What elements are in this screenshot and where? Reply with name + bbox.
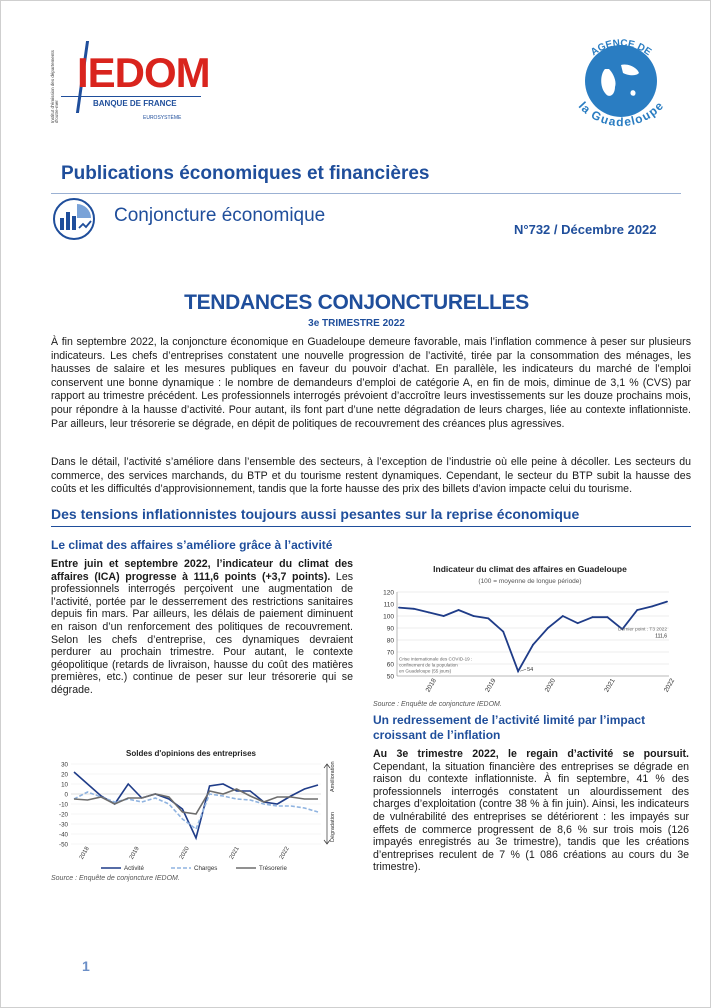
ica-chart: [369, 562, 691, 694]
redressement-lead: Au 3e trimestre 2022, le regain d’activité se poursuit.: [373, 748, 689, 760]
soldes-ytick-label: -30: [59, 821, 68, 829]
agence-badge: [561, 11, 681, 141]
climat-paragraph: [51, 558, 353, 697]
logo-name: IEDOM: [77, 49, 210, 96]
soldes-ytick-label: 20: [61, 771, 68, 779]
agence-line1: AGENCE DE: [588, 37, 654, 59]
iedom-logo: [50, 41, 210, 136]
ica-ytick-label: 80: [386, 637, 394, 645]
soldes-chart: [51, 746, 341, 876]
publication-title: Publications économiques et financières: [61, 163, 430, 184]
soldes-xtick-label: 2022: [278, 846, 291, 861]
soldes-xtick-label: 2021: [228, 846, 241, 861]
ica-data-point: [562, 615, 564, 617]
ica-data-point: [428, 612, 430, 614]
climat-body: Les professionnels interrogés perçoivent une augmentation de l’activité, portée par le desserrement des restrictions sanitaires depuis fin mars. Par ailleurs, les délais de paiement diminuent en raison d’un renforcement des politiques de recouvrement. Selon les chefs d’entreprise, ces dynamiques devraient perdurer au prochain trimestre. Pour autant, le contexte géopolitique (retards de livraison, hausse du coût des matières premières, etc.) continue de peser sur leur trésorerie qui se dégrade.: [51, 570, 354, 696]
soldes-ytick-label: 0: [64, 791, 68, 799]
issue-number: N°732 / Décembre 2022: [514, 222, 657, 237]
soldes-ytick-label: -10: [59, 801, 68, 809]
soldes-xtick-label: 2020: [178, 846, 191, 861]
ica-last-point-label: Dernier point : T3 2022: [618, 627, 667, 633]
ica-covid-annotation-line2: confinement de la population: [399, 662, 458, 668]
ica-ytick-label: 70: [386, 649, 394, 657]
ica-ytick-label: 50: [386, 673, 394, 681]
ica-min-leader: [520, 669, 526, 671]
section-label: Conjoncture économique: [114, 205, 326, 226]
soldes-xtick-label: 2018: [78, 846, 91, 861]
logo-rule: [61, 96, 201, 97]
ica-last-value-label: 111,6: [655, 633, 667, 640]
soldes-ytick-label: -40: [59, 831, 68, 839]
soldes-xtick-label: 2019: [128, 846, 141, 861]
section-rule: [51, 526, 691, 527]
logo-bdf: BANQUE DE FRANCE: [93, 99, 177, 108]
header-rule: [51, 193, 681, 194]
logo-vertical-text: Institut d'émission des départements d'outre-mer: [50, 50, 59, 123]
ica-data-point: [651, 606, 653, 608]
ica-data-point: [666, 601, 668, 603]
ica-min-label: 54: [527, 667, 534, 674]
ica-data-point: [413, 608, 415, 610]
ica-covid-annotation-line3: en Guadeloupe (55 jours): [399, 668, 452, 674]
ica-xtick-label: 2019: [484, 677, 498, 694]
agence-line2: la Guadeloupe: [575, 98, 666, 130]
logo-euro: EUROSYSTÈME: [143, 115, 182, 121]
article-title: TENDANCES CONJONCTURELLES: [184, 291, 529, 314]
soldes-legend-label-2: Charges: [194, 865, 218, 872]
soldes-chart-title: Soldes d'opinions des entreprises: [126, 749, 256, 758]
soldes-legend-label-1: Activité: [124, 865, 144, 872]
soldes-ytick-label: -20: [59, 811, 68, 819]
ica-data-point: [547, 627, 549, 629]
ica-data-point: [636, 609, 638, 611]
intro-paragraph: À fin septembre 2022, la conjoncture économique en Guadeloupe demeure favorable, mais l’inflation commence à peser sur plusieurs indicateurs. Les chefs d’entreprises constatent une nouvelle progression de l’activité, tirée par la consommation des ménages, les hausses de salaire et les mesures publiques en faveur du pouvoir d’achat. En parallèle, les indicateurs du marché de l’emploi conservent une bonne dynamique : le nombre de demandeurs d’emploi de catégorie A, en fin de mois, diminue de 3,1 % (CVS) par rapport au trimestre précédent. Les professionnels interrogés prévoient d’accroître leurs investissements sur les douze prochains mois, pour répondre à la hausse d’activité. Pour autant, ils font part d’une nette dégradation de leurs charges, liée au contexte inflationniste. Par ailleurs, leur trésorerie se dégrade, en dépit de politiques de recouvrement des créances plus agressives.: [51, 336, 691, 430]
ica-data-point: [458, 609, 460, 611]
ica-data-point: [577, 622, 579, 624]
ica-covid-annotation-line1: Crise internationale des COVID-19 :: [399, 656, 473, 662]
ica-data-point: [592, 616, 594, 618]
subheading-climat: Le climat des affaires s’améliore grâce à l’activité: [51, 538, 333, 552]
ica-ytick-label: 120: [383, 589, 394, 597]
ica-xtick-label: 2021: [603, 677, 617, 694]
soldes-ytick-label: 10: [61, 781, 68, 789]
ica-data-point: [473, 615, 475, 617]
detail-paragraph: Dans le détail, l’activité s’améliore dans l’ensemble des secteurs, à l’exception de l’industrie où elle peine à décoller. Les secteurs du commerce, des services marchands, du BTP et du tourisme restent dynamiques. Cependant, le secteur du BTP subit la hausse des coûts et les difficultés d’approvisionnement, tandis que la forte hausse des prix des billets d’avion impacte celui du tourisme.: [51, 456, 691, 496]
ica-data-point: [607, 616, 609, 618]
soldes-side-top-label: Amélioration: [330, 761, 336, 792]
redressement-body: Cependant, la situation financière des entreprises se dégrade en raison du contexte inflationniste. À fin septembre, 41 % des professionnels interrogés constatent un alourdissement des charges d’exploitation (contre 38 % à fin juin). Ainsi, les indicateurs de vulnérabilité des entreprises se détériorent : les impayés sur effets de commerce progressent de 8,6 % sur trois mois (126 impayés enregistrés au 3e trimestre), tandis que les créations d’entreprises reculent de 7 % (1 086 créations au cours du 3e trimestre).: [373, 760, 689, 874]
ica-data-point: [443, 615, 445, 617]
ica-data-point: [398, 607, 400, 609]
page-number: 1: [82, 958, 90, 974]
ica-chart-title: Indicateur du climat des affaires en Guadeloupe: [433, 564, 627, 574]
ica-data-point: [532, 644, 534, 646]
ica-data-point: [487, 618, 489, 620]
ica-ytick-label: 100: [383, 613, 394, 621]
subheading-redressement: Un redressement de l’activité limité par l’impact croissant de l’inflation: [373, 713, 646, 742]
ica-ytick-label: 90: [386, 625, 394, 633]
ica-chart-subtitle: (100 = moyenne de longue période): [478, 578, 582, 585]
ica-xtick-label: 2022: [662, 677, 677, 694]
soldes-legend-label-3: Trésorerie: [259, 865, 287, 872]
ica-ytick-label: 110: [383, 601, 394, 609]
ica-source: Source : Enquête de conjoncture IEDOM.: [373, 701, 502, 708]
soldes-ytick-label: 30: [61, 761, 68, 769]
ica-xtick-label: 2018: [424, 677, 438, 694]
ica-xtick-label: 2020: [543, 677, 558, 694]
soldes-side-bottom-label: Dégradation: [330, 812, 336, 842]
ica-data-point: [502, 631, 504, 633]
ica-ytick-label: 60: [386, 661, 394, 669]
article-subtitle: 3e TRIMESTRE 2022: [308, 318, 405, 329]
soldes-source: Source : Enquête de conjoncture IEDOM.: [51, 875, 180, 882]
section-heading: Des tensions inflationnistes toujours aussi pesantes sur la reprise économique: [51, 506, 580, 522]
conjoncture-icon: [51, 196, 97, 242]
redressement-paragraph: [373, 748, 689, 874]
climat-lead: Entre juin et septembre 2022, l’indicateur du climat des affaires (ICA) progresse à 111,6 points (+3,7 points).: [51, 558, 353, 583]
soldes-ytick-label: -50: [59, 841, 68, 849]
ica-data-point: [517, 670, 519, 672]
